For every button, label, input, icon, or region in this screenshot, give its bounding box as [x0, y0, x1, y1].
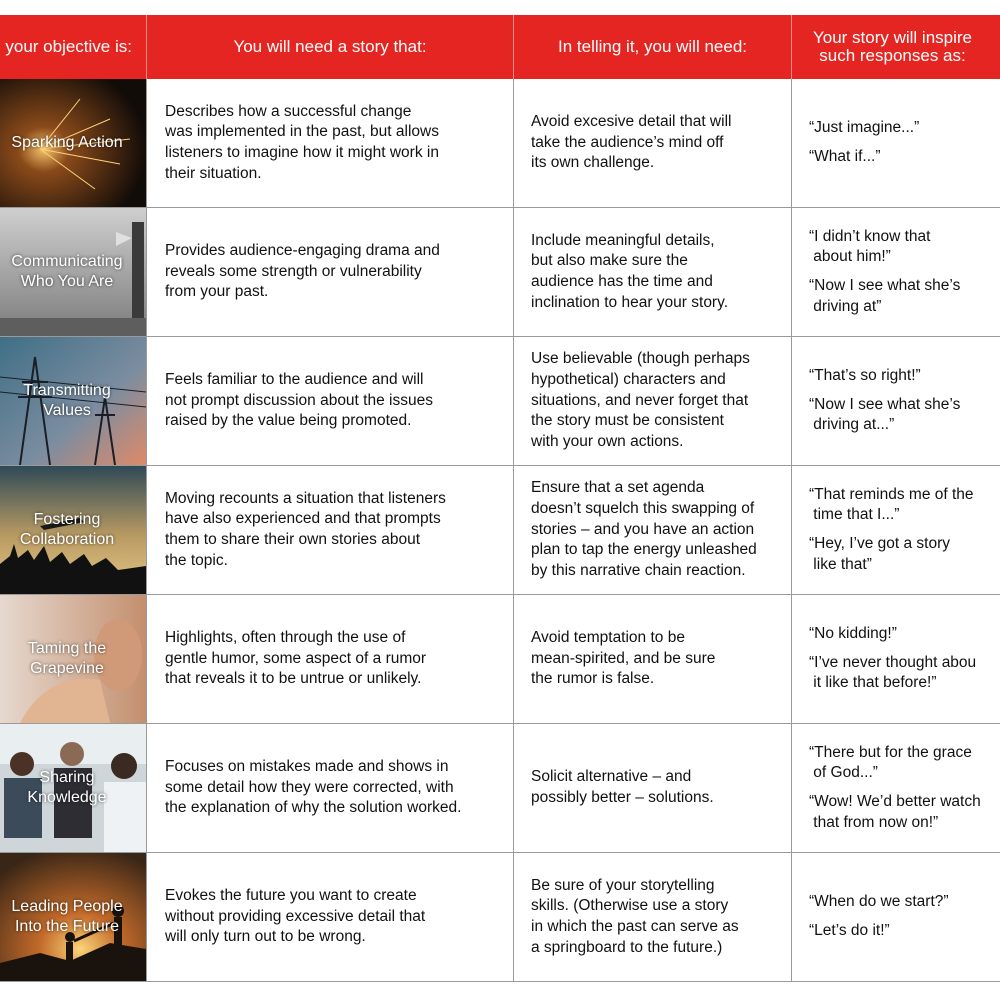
response-text: “I didn’t know that about him!”	[809, 227, 931, 266]
response-text: “Let’s do it!”	[809, 922, 890, 939]
objective-label: Transmitting Values	[23, 382, 111, 419]
response-text: “That reminds me of the time that I...”	[809, 485, 974, 524]
response-text: “Hey, I’ve got a story like that”	[809, 535, 950, 573]
story-cell: Evokes the future you want to create without providing excessive detail that will only turn out to be wrong.	[146, 853, 513, 981]
objective-label: Communicating Who You Are	[11, 253, 123, 290]
response-text: “When do we start?”	[809, 893, 949, 911]
objective-label: Sharing Knowledge	[27, 769, 107, 806]
story-cell: Highlights, often through the use of gentle humor, some aspect of a rumor that reveals it to be untrue or unlikely.	[146, 595, 513, 723]
header-telling: In telling it, you will need:	[513, 15, 791, 79]
objective-label: Fostering Collaboration	[19, 511, 115, 548]
objective-label: Sparking Action	[11, 134, 123, 151]
header-inspire: Your story will inspire such responses as:	[791, 15, 1000, 79]
telling-cell: Avoid excesive detail that will take the audience’s mind off its own challenge.	[513, 79, 791, 207]
response-text: “That’s so right!”	[809, 366, 921, 384]
response-text: “There but for the grace of God...”	[809, 743, 972, 782]
response-text: “Now I see what she’s driving at”	[809, 277, 961, 315]
table-row	[0, 466, 1000, 595]
objective-label: Taming the Grapevine	[27, 640, 107, 677]
table-row	[0, 853, 1000, 982]
header-objective: your objective is:	[0, 15, 146, 79]
telling-cell: Be sure of your storytelling skills. (Otherwise use a story in which the past can serve as a springboard to the future.)	[513, 853, 791, 981]
header-story: You will need a story that:	[146, 15, 513, 79]
table-row	[0, 79, 1000, 208]
table-row	[0, 724, 1000, 853]
responses-cell	[791, 724, 1000, 852]
response-text: “Wow! We’d better watch that from now on!”	[809, 793, 981, 831]
story-cell: Describes how a successful change was implemented in the past, but allows listeners to imagine how it might work in their situation.	[146, 79, 513, 207]
telling-cell: Use believable (though perhaps hypothetical) characters and situations, and never forget that the story must be consistent with your own actions.	[513, 337, 791, 465]
meeting-photo	[0, 724, 146, 852]
objective-label: Leading People Into the Future	[11, 898, 123, 935]
telling-cell: Include meaningful details, but also make sure the audience has the time and inclination to hear your story.	[513, 208, 791, 336]
climbers-silhouette-photo	[0, 853, 146, 981]
story-cell: Moving recounts a situation that listeners have also experienced and that prompts them to share their own stories about the topic.	[146, 466, 513, 594]
responses-cell	[791, 79, 1000, 207]
table-row	[0, 337, 1000, 466]
telling-cell: Ensure that a set agenda doesn’t squelch this swapping of stories – and you have an action plan to tap the energy unleashed by this narrative chain reaction.	[513, 466, 791, 594]
story-cell: Focuses on mistakes made and shows in some detail how they were corrected, with the explanation of why the solution worked.	[146, 724, 513, 852]
sparks-photo	[0, 79, 146, 207]
table-row	[0, 208, 1000, 337]
response-text: “No kidding!”	[809, 624, 897, 642]
responses-cell	[791, 466, 1000, 594]
responses-cell	[791, 853, 1000, 981]
ear-listening-photo	[0, 595, 146, 723]
telling-cell: Avoid temptation to be mean-spirited, and be sure the rumor is false.	[513, 595, 791, 723]
responses-cell	[791, 337, 1000, 465]
story-cell: Provides audience-engaging drama and reveals some strength or vulnerability from your past.	[146, 208, 513, 336]
response-text: “Just imagine...”	[809, 119, 920, 137]
table-row	[0, 595, 1000, 724]
crowd-silhouette-photo	[0, 466, 146, 594]
response-text: “What if...”	[809, 148, 881, 165]
response-text: “I’ve never thought abou it like that before!”	[809, 653, 977, 692]
response-text: “Now I see what she’s driving at...”	[809, 395, 961, 434]
responses-cell	[791, 208, 1000, 336]
telling-cell: Solicit alternative – and possibly better – solutions.	[513, 724, 791, 852]
responses-cell	[791, 595, 1000, 723]
story-cell: Feels familiar to the audience and will not prompt discussion about the issues raised by the value being promoted.	[146, 337, 513, 465]
power-pylons-photo	[0, 337, 146, 465]
megaphone-photo	[0, 208, 146, 336]
